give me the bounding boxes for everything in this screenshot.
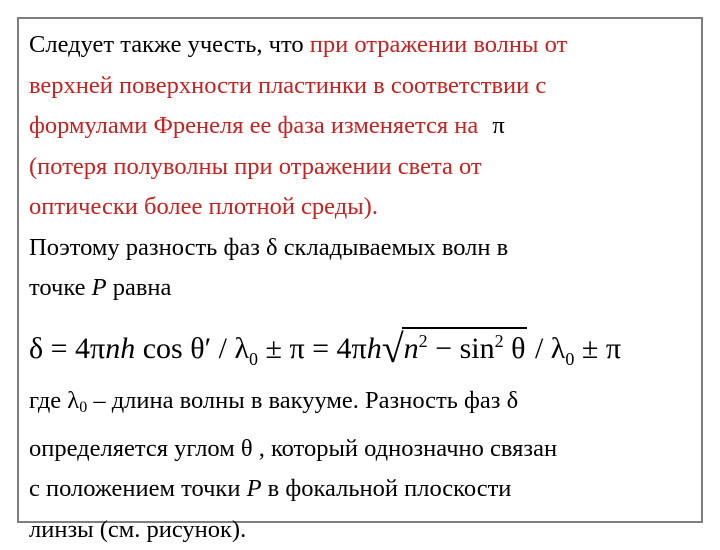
delta-symbol: δ [266, 234, 278, 261]
formula-sub: 0 [565, 349, 574, 369]
text-run: в фокальной плоскости [262, 475, 512, 502]
formula-nh: nh [105, 332, 135, 365]
highlighted-text: при отражении волны от [310, 31, 567, 58]
formula-theta: θ [504, 332, 526, 365]
text-run: где [29, 387, 67, 414]
point-p: P [92, 274, 107, 301]
line-10 [29, 469, 693, 510]
formula-sup: 2 [495, 331, 504, 351]
line-3 [29, 106, 693, 147]
text-run: с положением точки [29, 475, 247, 502]
line-2: верхней поверхности пластинки в соответствии с [29, 66, 693, 107]
line-5: оптически более плотной среды). [29, 187, 693, 228]
line-4: (потеря полуволны при отражении света от [29, 147, 693, 188]
text-run: точке [29, 274, 92, 301]
line-7 [29, 268, 693, 309]
delta-symbol: δ [507, 387, 519, 414]
text-block-top [29, 25, 693, 309]
text-run: Поэтому разность фаз [29, 234, 266, 261]
text-run: равна [107, 274, 172, 301]
formula-sub: 0 [249, 349, 258, 369]
formula-tail: ± π [574, 332, 621, 365]
line-8 [29, 381, 693, 429]
text-run: Следует также учесть, что [29, 31, 310, 58]
formula-h: h [367, 332, 382, 365]
text-run: – длина волны в вакууме. Разность фаз [87, 387, 506, 414]
line-1 [29, 25, 693, 66]
theta-symbol: θ [241, 435, 253, 462]
formula-n: n [404, 332, 419, 365]
slide-frame [17, 17, 703, 523]
formula-sin: − sin [428, 332, 495, 365]
line-11: линзы (см. рисунок). [29, 510, 693, 550]
formula-cos: cos θ′ / λ [135, 332, 249, 365]
lambda-subscript: 0 [79, 399, 87, 416]
lambda-symbol: λ [67, 387, 79, 414]
text-block-bottom [29, 381, 693, 550]
formula-lhs: δ = 4π [29, 332, 105, 365]
text-run: определяется углом [29, 435, 241, 462]
line-6 [29, 228, 693, 269]
highlighted-text: формулами Френеля ее фаза изменяется на [29, 112, 478, 139]
text-run: складываемых волн в [278, 234, 509, 261]
formula-sup: 2 [419, 331, 428, 351]
phase-difference-formula [29, 319, 693, 379]
formula-div: / λ [527, 332, 565, 365]
line-9 [29, 429, 693, 470]
text-run: , который однозначно связан [253, 435, 557, 462]
pi-symbol: π [492, 112, 504, 139]
sqrt-icon: √ [382, 326, 404, 371]
point-p: P [247, 475, 262, 502]
formula-radicand [402, 327, 528, 369]
formula-mid: ± π = 4π [258, 332, 367, 365]
